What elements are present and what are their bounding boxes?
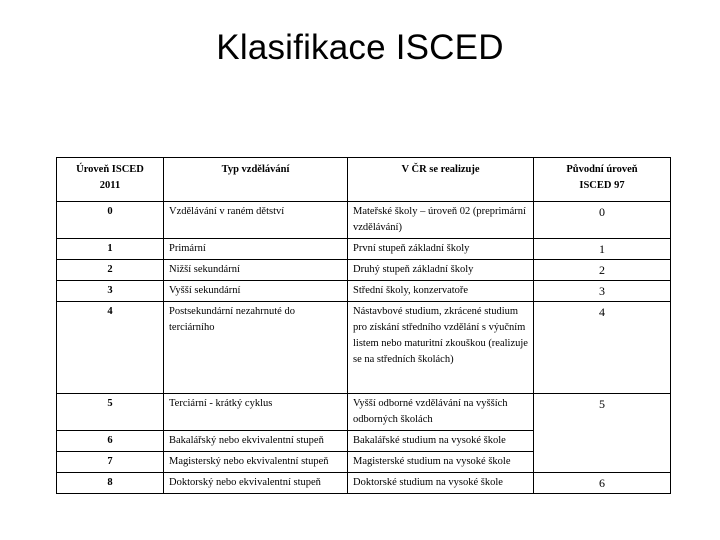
orig-cell: 6 [534,473,671,494]
orig-cell: 0 [534,202,671,239]
level-cell: 8 [57,473,164,494]
cz-cell: Bakalářské studium na vysoké škole [348,431,534,452]
level-cell: 2 [57,260,164,281]
table-row [57,202,671,239]
header-type: Typ vzdělávání [164,158,348,202]
type-cell: Bakalářský nebo ekvivalentní stupeň [164,431,348,452]
table-row [57,281,671,302]
header-orig-line1: Původní úroveň [566,164,638,175]
orig-cell: 1 [534,239,671,260]
header-cz: V ČR se realizuje [348,158,534,202]
header-level-line2: 2011 [99,180,121,191]
cz-cell: Druhý stupeň základní školy [348,260,534,281]
header-level [57,158,164,202]
orig-cell: 5 [534,394,671,473]
level-cell: 6 [57,431,164,452]
table-row [57,260,671,281]
type-cell: Nižší sekundární [164,260,348,281]
table-row [57,239,671,260]
cz-cell: Nástavbové studium, zkrácené studium pro získání středního vzdělání s výučním listem nebo maturitní zkouškou (realizuje se na středních školách) [348,302,534,394]
type-cell: Doktorský nebo ekvivalentní stupeň [164,473,348,494]
header-orig-line2: ISCED 97 [579,180,625,191]
level-cell: 4 [57,302,164,394]
level-cell: 0 [57,202,164,239]
table-header-row [57,158,671,202]
orig-cell: 4 [534,302,671,394]
cz-cell: Střední školy, konzervatoře [348,281,534,302]
type-cell: Vyšší sekundární [164,281,348,302]
level-cell: 3 [57,281,164,302]
cz-cell: Doktorské studium na vysoké škole [348,473,534,494]
orig-cell: 2 [534,260,671,281]
table-row [57,302,671,394]
cz-cell: Vyšší odborné vzdělávání na vyšších odborných školách [348,394,534,431]
type-cell: Magisterský nebo ekvivalentní stupeň [164,452,348,473]
type-cell: Terciární - krátký cyklus [164,394,348,431]
type-cell: Postsekundární nezahrnuté do terciárního [164,302,348,394]
level-cell: 1 [57,239,164,260]
cz-cell: První stupeň základní školy [348,239,534,260]
header-level-line1: Úroveň ISCED [76,164,144,175]
table-row [57,473,671,494]
slide-title: Klasifikace ISCED [216,28,504,67]
isced-table [56,157,671,494]
type-cell: Vzdělávání v raném dětství [164,202,348,239]
cz-cell: Mateřské školy – úroveň 02 (preprimární vzdělávání) [348,202,534,239]
orig-cell: 3 [534,281,671,302]
cz-cell: Magisterské studium na vysoké škole [348,452,534,473]
header-orig [534,158,671,202]
level-cell: 7 [57,452,164,473]
type-cell: Primární [164,239,348,260]
table-row [57,394,671,431]
level-cell: 5 [57,394,164,431]
